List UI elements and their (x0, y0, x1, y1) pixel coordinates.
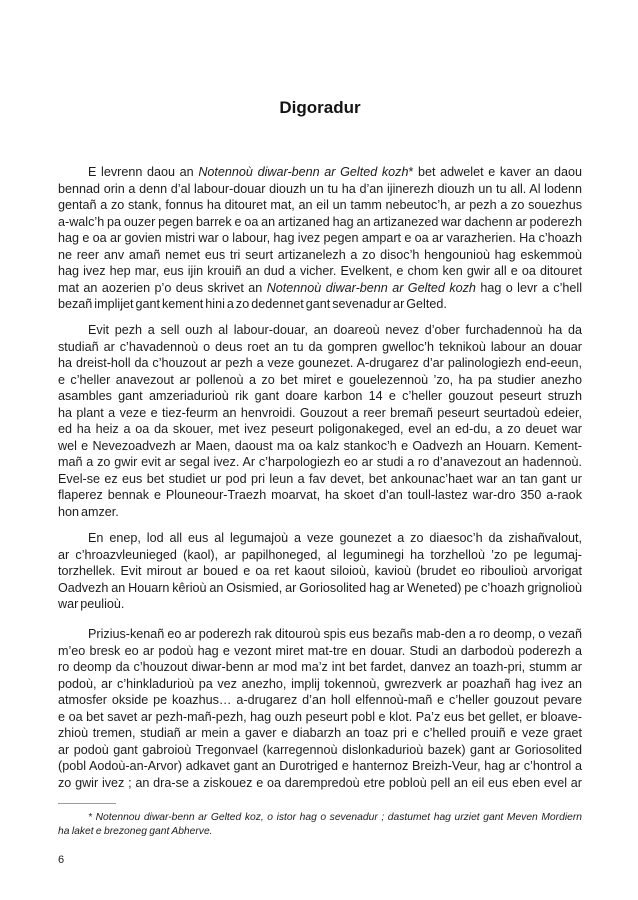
text-line: zhioù tremen, studiañ ar mein a gaver e diabarzh an toaz pri e c’helled prouiñ e veze graet (58, 726, 582, 740)
text-line: hag e oa ar govien mistri war o labour, hag ivez pegen ampart e oa ar varazherien. Ha c’hoazh (58, 231, 582, 245)
text-line: (pobl Aodoù-an-Arvor) adkavet gant an Durotriged e hanternoz Breizh-Veur, hag ar c’hontrol a (58, 759, 582, 773)
text-line: ha dreist-holl da c’houzout ar pezh a veze gounezet. A-drugarez d’ar palinologiezh end-eeun, (58, 356, 582, 370)
text-line: ha plant a veze e tiez-feurm an henvroidi. Gouzout a reer bremañ peseurt seurtadoù edeier, (58, 405, 582, 420)
text-line: bennad orin a denn d’al labour-douar diouzh un tu ha d’an ijinerezh diouzh un tu all. Al lodenn (58, 181, 582, 196)
paragraph (58, 626, 582, 791)
text-line: gentañ a zo stank, fonnus ha ditouret mat, an eil un tamm nebeutoc’h, ar pezh a zo souezhus (58, 198, 582, 212)
italic-book-title: Notennoù diwar-benn ar Gelted kozh (198, 165, 409, 179)
paragraph (58, 322, 582, 520)
text-line: bezañ implijet gant kement hini a zo dedennet gant sevenadur ar Gelted. (58, 297, 447, 311)
text-segment: E levrenn daou an (88, 165, 199, 179)
text-line: Evel-se ez eus bet studiet ur pod pri leun a fav devet, bet ankounac’haet war an tan gant ur (58, 471, 582, 486)
text-line: ne reer anv amañ nemet eus tri seurt artizanelezh a zo disoc’h hengounioù hag eskemmoù (58, 247, 582, 262)
text-line: hag ivez hep mar, eus ijin krouiñ an dud a vicher. Evelkent, e chom ken gwir all e oa ditouret (58, 264, 582, 278)
text-segment: * bet adwelet e kaver an daou (408, 165, 582, 179)
text-line: flaperez bennak e Plouneour-Traezh moarvat, ha skoet d’an toull-lastez war-dro 350 a-raok (58, 488, 582, 502)
text-line: hon amzer. (58, 504, 119, 519)
chapter-title: Digoradur (279, 98, 361, 117)
text-line: asambles gant amzeriadurioù rik gant doare karbon 14 e c’heller gouzout peseurt struzh (58, 389, 582, 403)
text-line: podoù, ar c’hinkladurioù pa vez anezho, implij tokennoù, gwrezverk ar poazhañ hag ivez an (58, 676, 582, 691)
text-segment: mat an aozerien p’o deus skrivet an (58, 280, 267, 295)
text-line: atmosfer okside pe koazhus… a-drugarez d’an holl elfennoù-mañ e c’heller gouzout pevare (58, 693, 582, 707)
text-line: Oadvezh an Houarn kêrioù an Osismied, ar Goriosolited hag ar Weneted) pe c’hoazh grignolioù (58, 580, 582, 595)
text-segment: hag o levr a c’hell (475, 280, 582, 295)
paragraph (58, 164, 582, 313)
text-line (58, 280, 582, 297)
text-line: e oa bet savet ar pezh-mañ-pezh, hag ouzh peseurt pobl e klot. Pa’z eus bet gellet, er bloave- (58, 709, 582, 724)
text-line: zo gwir ivez ; an dra-se a ziskouez e oa darempredoù etre pobloù pell an eil eus eben evel ar (58, 775, 582, 790)
text-line: m’eo bresk eo ar podoù hag e vezont miret mat-tre en douar. Studi an darbodoù poderezh a (58, 643, 582, 658)
footnote-line: * Notennou diwar-benn ar Gelted koz, o istor hag o sevenadur ; dastumet hag urziet gant Meven Mordiern (88, 812, 582, 823)
text-line: a-walc’h pa ouzer pegen barrek e oa an artizaned hag an artizanezed war dachenn ar poderezh (58, 214, 582, 229)
footnote-separator (58, 803, 116, 804)
text-line: Evit pezh a sell ouzh al labour-douar, an doareoù nevez d’ober furchadennoù ha da (88, 323, 582, 337)
italic-book-title: Notennoù diwar-benn ar Gelted kozh (266, 280, 476, 295)
text-line: Prizius-kenañ eo ar poderezh rak ditouroù spis eus bezañs mab-den a ro deomp, o vezañ (88, 627, 582, 641)
footnote (58, 811, 582, 839)
text-line: e c’heller anavezout ar pollenoù a zo bet miret e gouelezennoù ’zo, ha pa studier anezho (58, 372, 582, 387)
page-number: 6 (58, 854, 65, 866)
text-line (58, 164, 582, 181)
text-line: wel e Nevezoadvezh ar Maen, daoust ma oa kalz stankoc’h e Oadvezh an Houarn. Kement- (58, 438, 582, 453)
text-line: studiañ ar c’havadennoù o deus roet an tu da gompren gwelloc’h teknikoù labour an douar (58, 339, 582, 354)
text-line: En enep, lod all eus al legumajoù a veze gounezet a zo diaesoc’h da zishañvalout, (88, 531, 582, 545)
text-line: ed ha heiz a oa da skouer, met ivez peseurt poligonakeged, evel an ed-du, a zo deuet war (58, 422, 582, 436)
text-line: torzhellek. Evit mirout ar boued e oa ret kaout siloioù, kavioù (brudet eo riboulioù arvorigat (58, 564, 582, 578)
text-line: ar podoù gant gabroioù Tregonvael (karregennoù dislonkadurioù bazek) gant ar Goriosolited (58, 742, 582, 757)
paragraph (58, 530, 582, 613)
text-line: ro deomp da c’houzout diwar-benn ar mod ma’z int bet fardet, danvez an toazh-pri, stumm ar (58, 660, 582, 674)
text-line: war peulioù. (58, 597, 125, 611)
text-line: ar c’hroazvleunieged (kaol), ar papilhoneged, al leguminegi ha torzhelloù ’zo pe legumaj- (58, 547, 582, 562)
text-line: mañ a zo gwir evit ar segal ivez. Ar c’harpologiezh eo ar studi a ro d’anavezout an hadennoù. (58, 455, 582, 469)
footnote-line: ha laket e brezoneg gant Abherve. (58, 826, 213, 837)
